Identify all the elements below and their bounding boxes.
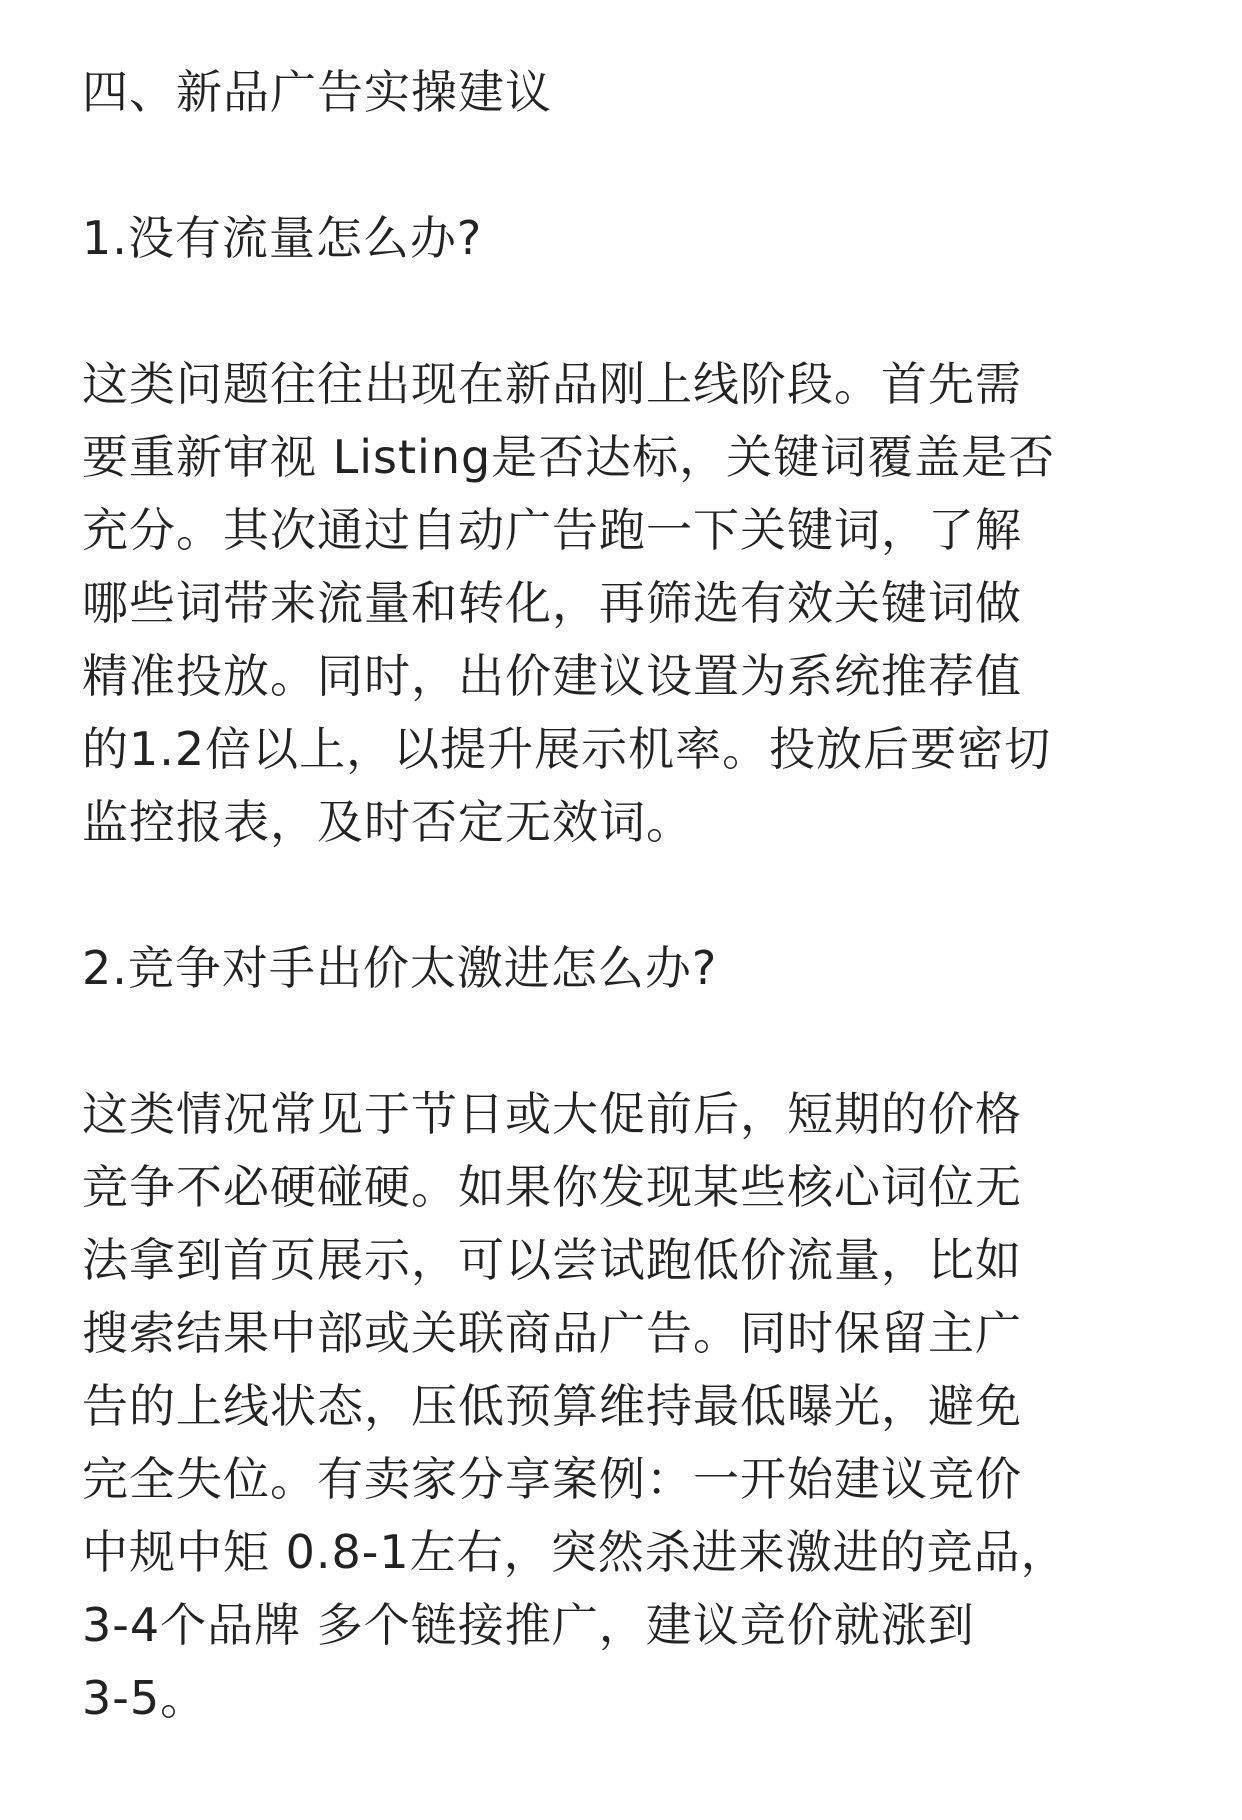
answer-line: 告的上线状态，压低预算维持最低曝光，避免 (82, 1379, 1022, 1433)
answer-line: 搜索结果中部或关联商品广告。同时保留主广 (82, 1306, 1022, 1360)
question-2-title: 2.竞争对手出价太激进怎么办? (82, 941, 718, 995)
answer-line: 法拿到首页展示，可以尝试跑低价流量，比如 (82, 1233, 1022, 1287)
answer-line: 这类问题往往出现在新品刚上线阶段。首先需 (82, 357, 1022, 411)
answer-line: 要重新审视 Listing是否达标，关键词覆盖是否 (82, 430, 1056, 484)
answer-line: 监控报表，及时否定无效词。 (82, 795, 693, 849)
answer-line: 精准投放。同时，出价建议设置为系统推荐值 (82, 649, 1022, 703)
answer-line: 竞争不必硬碰硬。如果你发现某些核心词位无 (82, 1160, 1022, 1214)
spacer (82, 859, 1172, 932)
spacer (82, 1005, 1172, 1078)
answer-line: 中规中矩 0.8-1左右，突然杀进来激进的竞品， (82, 1525, 1068, 1579)
question-2-answer (82, 1078, 1172, 1735)
answer-line: 3-4个品牌 多个链接推广，建议竞价就涨到 (82, 1598, 975, 1652)
answer-line: 哪些词带来流量和转化，再筛选有效关键词做 (82, 576, 1022, 630)
question-1-answer (82, 348, 1172, 859)
spacer (82, 275, 1172, 348)
answer-line: 的1.2倍以上，以提升展示机率。投放后要密切 (82, 722, 1052, 776)
answer-line: 完全失位。有卖家分享案例：一开始建议竞价 (82, 1452, 1022, 1506)
spacer (82, 129, 1172, 202)
section-title: 四、新品广告实操建议 (82, 65, 552, 119)
answer-line: 充分。其次通过自动广告跑一下关键词，了解 (82, 503, 1022, 557)
question-1-title: 1.没有流量怎么办? (82, 211, 483, 265)
answer-line: 这类情况常见于节日或大促前后，短期的价格 (82, 1087, 1022, 1141)
answer-line: 3-5。 (82, 1671, 208, 1725)
